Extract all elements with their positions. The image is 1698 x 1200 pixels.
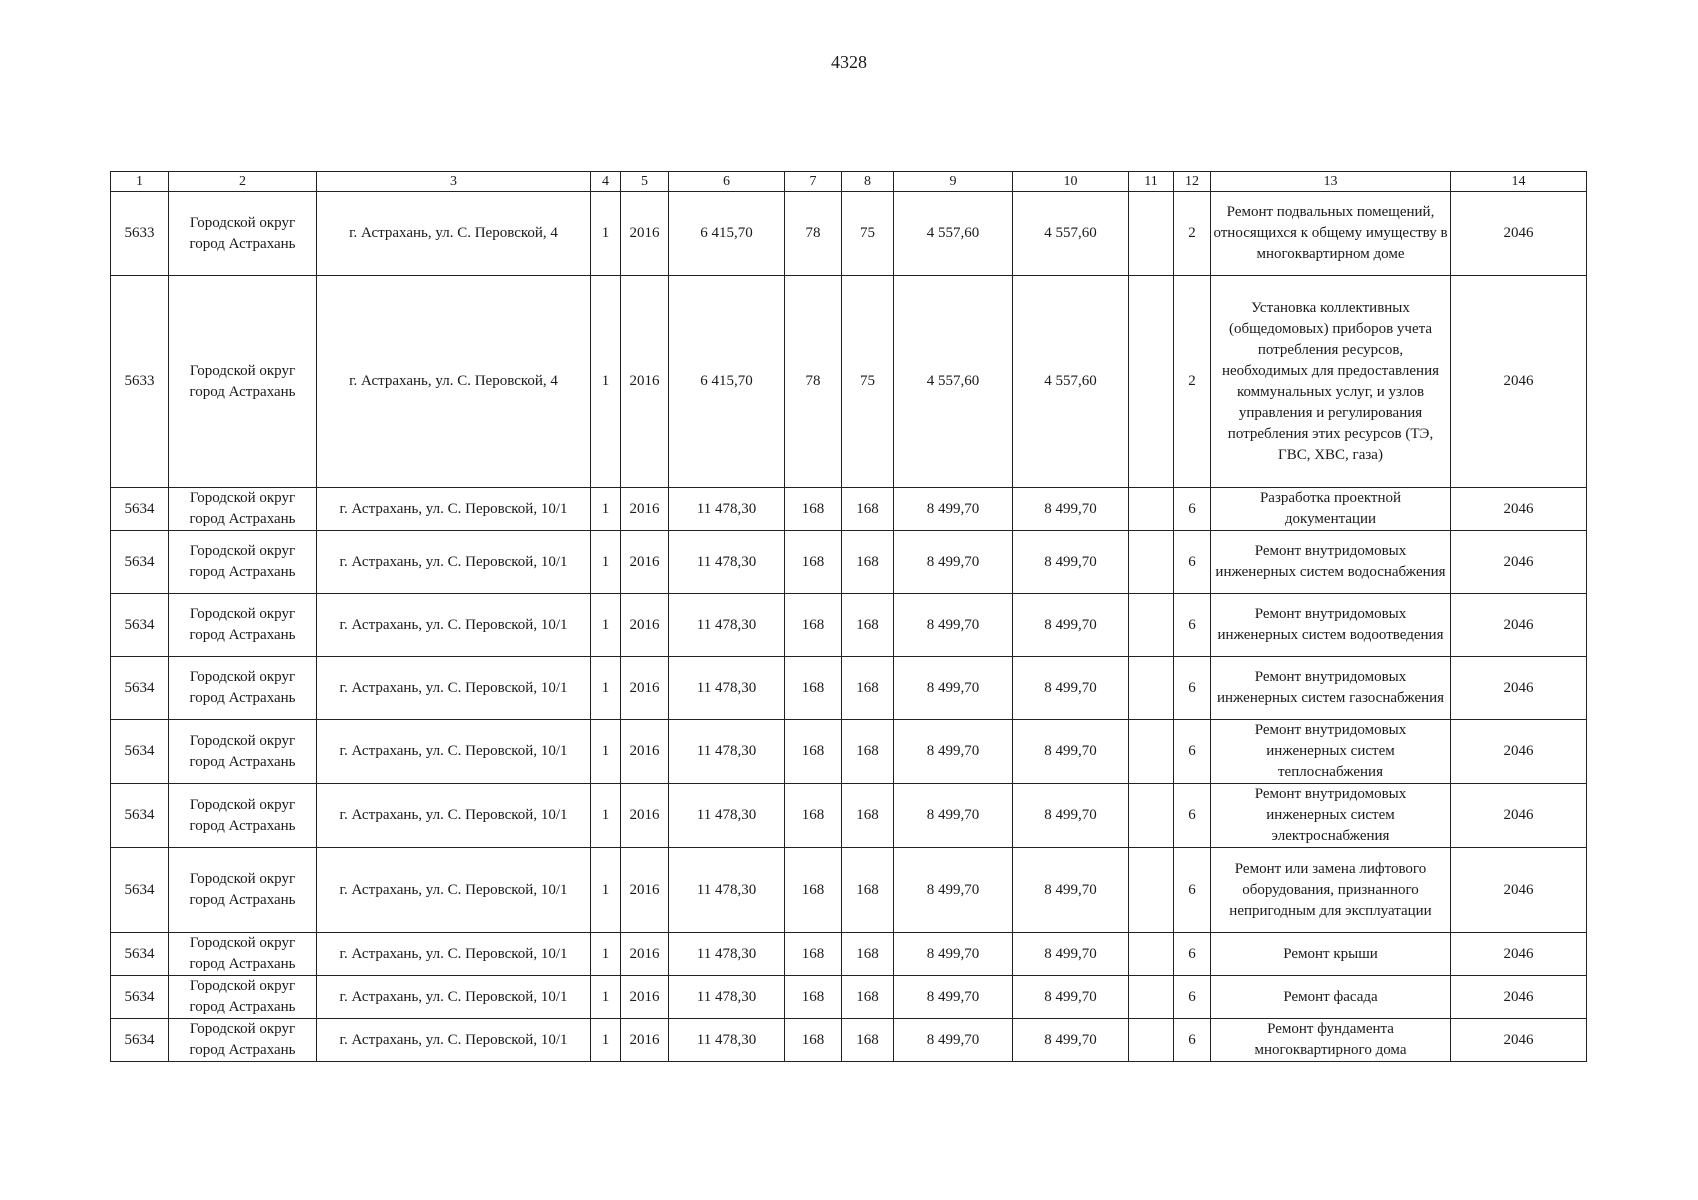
cell-col-7: 168 (785, 488, 842, 531)
table-row (111, 976, 1587, 1019)
cell-col-4: 1 (591, 657, 621, 720)
cell-area: 6 415,70 (669, 276, 785, 488)
cell-col-11 (1129, 276, 1174, 488)
cell-work-type: Ремонт фасада (1211, 976, 1451, 1019)
cell-plan-year: 2046 (1451, 531, 1587, 594)
cell-address: г. Астрахань, ул. С. Перовской, 4 (317, 192, 591, 276)
cell-address: г. Астрахань, ул. С. Перовской, 4 (317, 276, 591, 488)
cell-col-11 (1129, 720, 1174, 784)
table-row (111, 192, 1587, 276)
cell-col-7: 168 (785, 531, 842, 594)
cell-col-7: 78 (785, 192, 842, 276)
cell-col-8: 168 (842, 784, 894, 848)
column-header: 5 (621, 172, 669, 192)
cell-address: г. Астрахань, ул. С. Перовской, 10/1 (317, 976, 591, 1019)
cell-col-12: 6 (1174, 976, 1211, 1019)
cell-address: г. Астрахань, ул. С. Перовской, 10/1 (317, 488, 591, 531)
column-header: 6 (669, 172, 785, 192)
cell-row-id: 5634 (111, 933, 169, 976)
cell-plan-year: 2046 (1451, 784, 1587, 848)
cell-address: г. Астрахань, ул. С. Перовской, 10/1 (317, 1019, 591, 1062)
cell-year: 2016 (621, 848, 669, 933)
table-body (111, 192, 1587, 1062)
cell-year: 2016 (621, 531, 669, 594)
cell-col-12: 6 (1174, 488, 1211, 531)
cell-municipality: Городской округ город Астрахань (169, 933, 317, 976)
cell-col-4: 1 (591, 488, 621, 531)
cell-row-id: 5634 (111, 1019, 169, 1062)
cell-year: 2016 (621, 657, 669, 720)
cell-col-12: 6 (1174, 531, 1211, 594)
cell-col-9: 4 557,60 (894, 192, 1013, 276)
cell-col-9: 8 499,70 (894, 594, 1013, 657)
cell-row-id: 5633 (111, 276, 169, 488)
cell-col-9: 8 499,70 (894, 976, 1013, 1019)
cell-col-10: 8 499,70 (1013, 531, 1129, 594)
cell-col-8: 168 (842, 848, 894, 933)
cell-col-8: 168 (842, 720, 894, 784)
cell-address: г. Астрахань, ул. С. Перовской, 10/1 (317, 933, 591, 976)
cell-address: г. Астрахань, ул. С. Перовской, 10/1 (317, 531, 591, 594)
column-header: 9 (894, 172, 1013, 192)
capital-repair-table (110, 171, 1587, 1062)
cell-work-type: Ремонт внутридомовых инженерных систем водоснабжения (1211, 531, 1451, 594)
cell-col-11 (1129, 657, 1174, 720)
column-header: 7 (785, 172, 842, 192)
cell-work-type: Ремонт подвальных помещений, относящихся к общему имуществу в многоквартирном доме (1211, 192, 1451, 276)
cell-work-type: Установка коллективных (общедомовых) приборов учета потребления ресурсов, необходимых для предоставления коммунальных услуг, и узлов управления и регулирования потребления этих ресурсов (ТЭ, ГВС, ХВС, газа) (1211, 276, 1451, 488)
cell-col-4: 1 (591, 720, 621, 784)
cell-col-12: 6 (1174, 657, 1211, 720)
cell-area: 11 478,30 (669, 531, 785, 594)
cell-col-4: 1 (591, 531, 621, 594)
cell-municipality: Городской округ город Астрахань (169, 720, 317, 784)
cell-col-11 (1129, 192, 1174, 276)
cell-col-4: 1 (591, 976, 621, 1019)
cell-col-8: 75 (842, 276, 894, 488)
cell-col-9: 8 499,70 (894, 488, 1013, 531)
cell-municipality: Городской округ город Астрахань (169, 1019, 317, 1062)
cell-col-9: 8 499,70 (894, 531, 1013, 594)
cell-area: 6 415,70 (669, 192, 785, 276)
cell-work-type: Ремонт внутридомовых инженерных систем электроснабжения (1211, 784, 1451, 848)
cell-col-9: 8 499,70 (894, 933, 1013, 976)
cell-area: 11 478,30 (669, 594, 785, 657)
cell-municipality: Городской округ город Астрахань (169, 192, 317, 276)
cell-col-4: 1 (591, 933, 621, 976)
cell-col-7: 168 (785, 720, 842, 784)
cell-plan-year: 2046 (1451, 192, 1587, 276)
cell-row-id: 5634 (111, 594, 169, 657)
cell-col-8: 168 (842, 657, 894, 720)
cell-plan-year: 2046 (1451, 488, 1587, 531)
cell-address: г. Астрахань, ул. С. Перовской, 10/1 (317, 720, 591, 784)
cell-area: 11 478,30 (669, 1019, 785, 1062)
page-number: 4328 (831, 52, 867, 72)
cell-municipality: Городской округ город Астрахань (169, 531, 317, 594)
cell-col-12: 6 (1174, 784, 1211, 848)
table-row (111, 933, 1587, 976)
cell-col-12: 6 (1174, 848, 1211, 933)
cell-address: г. Астрахань, ул. С. Перовской, 10/1 (317, 657, 591, 720)
cell-col-10: 8 499,70 (1013, 720, 1129, 784)
table-row (111, 594, 1587, 657)
cell-col-10: 4 557,60 (1013, 192, 1129, 276)
table-row (111, 1019, 1587, 1062)
cell-col-12: 2 (1174, 192, 1211, 276)
cell-col-11 (1129, 976, 1174, 1019)
cell-year: 2016 (621, 594, 669, 657)
cell-row-id: 5634 (111, 531, 169, 594)
table-row (111, 848, 1587, 933)
table-row (111, 720, 1587, 784)
cell-row-id: 5634 (111, 976, 169, 1019)
cell-col-11 (1129, 594, 1174, 657)
table-row (111, 784, 1587, 848)
cell-col-4: 1 (591, 276, 621, 488)
cell-municipality: Городской округ город Астрахань (169, 784, 317, 848)
cell-work-type: Ремонт внутридомовых инженерных систем водоотведения (1211, 594, 1451, 657)
cell-col-10: 8 499,70 (1013, 657, 1129, 720)
cell-col-4: 1 (591, 192, 621, 276)
cell-col-8: 168 (842, 488, 894, 531)
column-header: 13 (1211, 172, 1451, 192)
cell-municipality: Городской округ город Астрахань (169, 657, 317, 720)
cell-col-9: 8 499,70 (894, 657, 1013, 720)
cell-col-12: 6 (1174, 933, 1211, 976)
cell-area: 11 478,30 (669, 657, 785, 720)
cell-year: 2016 (621, 1019, 669, 1062)
cell-row-id: 5634 (111, 657, 169, 720)
cell-plan-year: 2046 (1451, 976, 1587, 1019)
cell-col-8: 168 (842, 1019, 894, 1062)
cell-col-7: 168 (785, 848, 842, 933)
cell-address: г. Астрахань, ул. С. Перовской, 10/1 (317, 594, 591, 657)
column-header: 14 (1451, 172, 1587, 192)
cell-col-7: 168 (785, 594, 842, 657)
cell-col-11 (1129, 848, 1174, 933)
cell-row-id: 5634 (111, 488, 169, 531)
cell-area: 11 478,30 (669, 933, 785, 976)
cell-col-4: 1 (591, 848, 621, 933)
cell-plan-year: 2046 (1451, 1019, 1587, 1062)
column-header: 10 (1013, 172, 1129, 192)
cell-year: 2016 (621, 784, 669, 848)
column-header: 3 (317, 172, 591, 192)
cell-year: 2016 (621, 933, 669, 976)
cell-work-type: Ремонт фундамента многоквартирного дома (1211, 1019, 1451, 1062)
cell-year: 2016 (621, 720, 669, 784)
cell-col-9: 8 499,70 (894, 1019, 1013, 1062)
cell-col-10: 8 499,70 (1013, 594, 1129, 657)
cell-work-type: Разработка проектной документации (1211, 488, 1451, 531)
column-header: 11 (1129, 172, 1174, 192)
cell-col-8: 168 (842, 933, 894, 976)
cell-municipality: Городской округ город Астрахань (169, 276, 317, 488)
cell-col-7: 78 (785, 276, 842, 488)
cell-col-8: 168 (842, 594, 894, 657)
cell-col-9: 8 499,70 (894, 784, 1013, 848)
cell-col-11 (1129, 488, 1174, 531)
cell-col-11 (1129, 933, 1174, 976)
cell-plan-year: 2046 (1451, 276, 1587, 488)
cell-col-7: 168 (785, 1019, 842, 1062)
cell-row-id: 5634 (111, 784, 169, 848)
cell-year: 2016 (621, 976, 669, 1019)
cell-work-type: Ремонт или замена лифтового оборудования, признанного непригодным для эксплуатации (1211, 848, 1451, 933)
cell-area: 11 478,30 (669, 720, 785, 784)
cell-col-4: 1 (591, 594, 621, 657)
cell-area: 11 478,30 (669, 488, 785, 531)
cell-year: 2016 (621, 488, 669, 531)
column-header: 1 (111, 172, 169, 192)
cell-plan-year: 2046 (1451, 720, 1587, 784)
cell-municipality: Городской округ город Астрахань (169, 848, 317, 933)
cell-work-type: Ремонт внутридомовых инженерных систем газоснабжения (1211, 657, 1451, 720)
cell-col-10: 4 557,60 (1013, 276, 1129, 488)
cell-col-9: 8 499,70 (894, 848, 1013, 933)
cell-col-11 (1129, 531, 1174, 594)
cell-plan-year: 2046 (1451, 657, 1587, 720)
cell-col-9: 8 499,70 (894, 720, 1013, 784)
cell-area: 11 478,30 (669, 976, 785, 1019)
cell-col-4: 1 (591, 1019, 621, 1062)
cell-work-type: Ремонт внутридомовых инженерных систем теплоснабжения (1211, 720, 1451, 784)
cell-year: 2016 (621, 192, 669, 276)
cell-area: 11 478,30 (669, 848, 785, 933)
cell-municipality: Городской округ город Астрахань (169, 594, 317, 657)
cell-col-10: 8 499,70 (1013, 976, 1129, 1019)
cell-col-9: 4 557,60 (894, 276, 1013, 488)
cell-col-4: 1 (591, 784, 621, 848)
cell-col-11 (1129, 784, 1174, 848)
cell-row-id: 5634 (111, 720, 169, 784)
cell-col-8: 75 (842, 192, 894, 276)
column-number-row (111, 172, 1587, 192)
column-header: 12 (1174, 172, 1211, 192)
cell-col-10: 8 499,70 (1013, 1019, 1129, 1062)
cell-col-7: 168 (785, 933, 842, 976)
cell-work-type: Ремонт крыши (1211, 933, 1451, 976)
table-row (111, 488, 1587, 531)
cell-plan-year: 2046 (1451, 848, 1587, 933)
table-row (111, 276, 1587, 488)
cell-col-7: 168 (785, 976, 842, 1019)
cell-plan-year: 2046 (1451, 933, 1587, 976)
cell-col-11 (1129, 1019, 1174, 1062)
cell-row-id: 5633 (111, 192, 169, 276)
cell-col-12: 6 (1174, 1019, 1211, 1062)
cell-col-12: 6 (1174, 594, 1211, 657)
cell-col-12: 2 (1174, 276, 1211, 488)
cell-area: 11 478,30 (669, 784, 785, 848)
cell-plan-year: 2046 (1451, 594, 1587, 657)
cell-row-id: 5634 (111, 848, 169, 933)
table-row (111, 531, 1587, 594)
cell-col-12: 6 (1174, 720, 1211, 784)
cell-address: г. Астрахань, ул. С. Перовской, 10/1 (317, 848, 591, 933)
cell-year: 2016 (621, 276, 669, 488)
cell-col-10: 8 499,70 (1013, 933, 1129, 976)
cell-col-7: 168 (785, 657, 842, 720)
column-header: 4 (591, 172, 621, 192)
cell-municipality: Городской округ город Астрахань (169, 976, 317, 1019)
column-header: 8 (842, 172, 894, 192)
table-row (111, 657, 1587, 720)
cell-col-10: 8 499,70 (1013, 848, 1129, 933)
cell-col-8: 168 (842, 976, 894, 1019)
column-header: 2 (169, 172, 317, 192)
cell-col-10: 8 499,70 (1013, 488, 1129, 531)
cell-col-7: 168 (785, 784, 842, 848)
cell-col-10: 8 499,70 (1013, 784, 1129, 848)
cell-municipality: Городской округ город Астрахань (169, 488, 317, 531)
cell-col-8: 168 (842, 531, 894, 594)
cell-address: г. Астрахань, ул. С. Перовской, 10/1 (317, 784, 591, 848)
